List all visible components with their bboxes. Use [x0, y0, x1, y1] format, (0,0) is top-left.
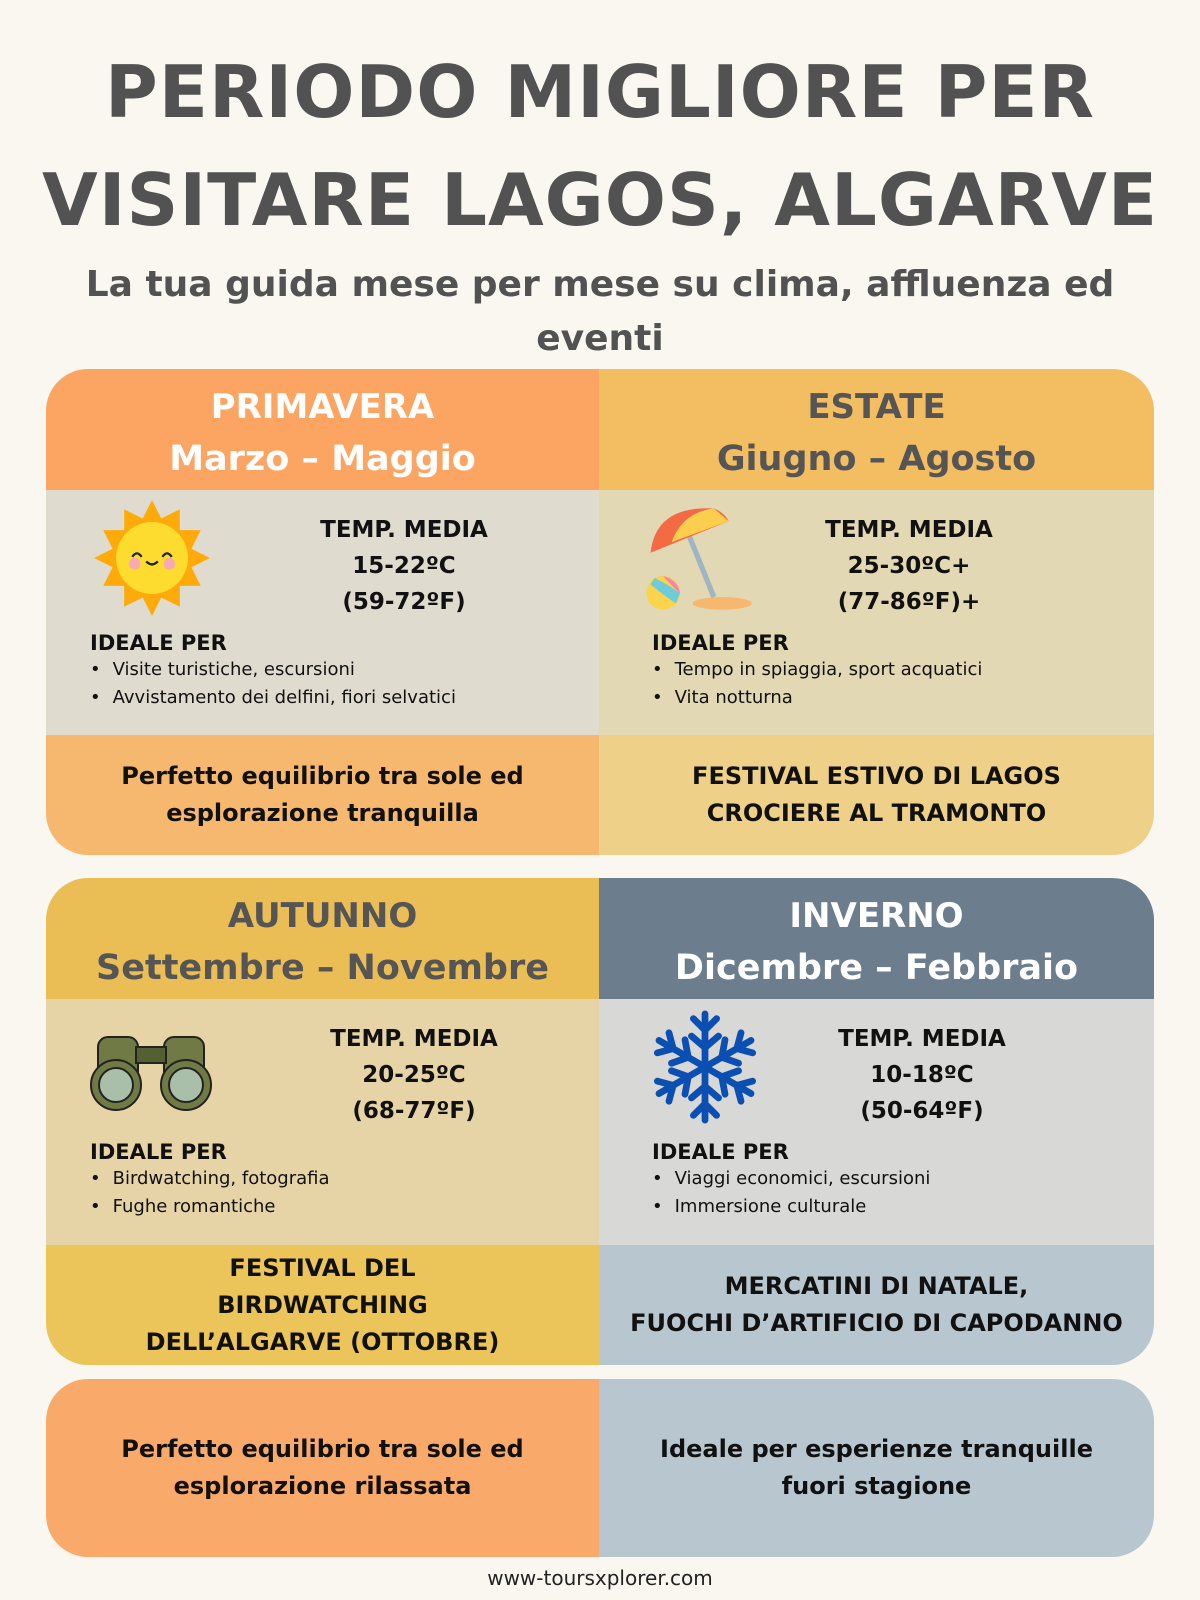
list-item: • Vita notturna	[652, 684, 982, 712]
autumn-events: FESTIVAL DEL BIRDWATCHING DELL’ALGARVE (OTTOBRE)	[46, 1245, 599, 1365]
ideal-for	[90, 630, 456, 712]
season-name: AUTUNNO	[227, 896, 418, 936]
page-title-line1: PERIODO MIGLIORE PER	[105, 50, 1095, 134]
season-months: Giugno – Agosto	[716, 439, 1037, 479]
list-item: • Viaggi economici, escursioni	[652, 1165, 930, 1193]
temp-fahrenheit: (50-64ºF)	[860, 1098, 984, 1124]
season-name: INVERNO	[789, 896, 964, 936]
binoculars-icon	[86, 1009, 216, 1125]
spring-summer-card	[46, 369, 1154, 855]
page-title-line2: VISITARE LAGOS, ALGARVE	[41, 158, 1159, 242]
winter-body	[599, 999, 1154, 1245]
page-subtitle: La tua guida mese per mese su clima, affluenza ed eventi	[85, 264, 1115, 359]
temp-label: TEMP. MEDIA	[825, 517, 993, 543]
ideal-for	[90, 1139, 330, 1221]
summary-right: Ideale per esperienze tranquille fuori stagione	[599, 1379, 1154, 1557]
ideal-label: IDEALE PER	[90, 631, 227, 655]
autumn-body	[46, 999, 599, 1245]
spring-body	[46, 490, 599, 735]
list-item: • Birdwatching, fotografia	[90, 1165, 330, 1193]
list-item: • Avvistamento dei delfini, fiori selvatici	[90, 684, 456, 712]
season-name: ESTATE	[807, 387, 946, 427]
temperature	[802, 1021, 1042, 1129]
list-item: • Visite turistiche, escursioni	[90, 656, 456, 684]
season-name: PRIMAVERA	[210, 387, 435, 427]
list-item: • Fughe romantiche	[90, 1193, 330, 1221]
temp-celsius: 20-25ºC	[362, 1062, 466, 1088]
temp-celsius: 15-22ºC	[352, 553, 456, 579]
ideal-label: IDEALE PER	[652, 631, 789, 655]
temp-fahrenheit: (68-77ºF)	[352, 1098, 476, 1124]
temp-celsius: 25-30ºC+	[847, 553, 971, 579]
summary-left: Perfetto equilibrio tra sole ed esplorazione rilassata	[46, 1379, 599, 1557]
season-months: Marzo – Maggio	[169, 439, 476, 479]
autumn-header	[46, 878, 599, 999]
list-item: • Immersione culturale	[652, 1193, 930, 1221]
autumn-winter-card	[46, 878, 1154, 1365]
temp-fahrenheit: (77-86ºF)+	[837, 589, 981, 615]
ideal-for	[652, 1139, 930, 1221]
ideal-for	[652, 630, 982, 712]
temp-label: TEMP. MEDIA	[838, 1026, 1006, 1052]
temp-label: TEMP. MEDIA	[330, 1026, 498, 1052]
winter-header	[599, 878, 1154, 999]
temp-label: TEMP. MEDIA	[320, 517, 488, 543]
spring-header	[46, 369, 599, 490]
temp-celsius: 10-18ºC	[870, 1062, 974, 1088]
ideal-label: IDEALE PER	[652, 1140, 789, 1164]
ideal-label: IDEALE PER	[90, 1140, 227, 1164]
snowflake-icon	[647, 1009, 763, 1125]
season-months: Settembre – Novembre	[96, 948, 549, 988]
temp-fahrenheit: (59-72ºF)	[342, 589, 466, 615]
list-item: • Tempo in spiaggia, sport acquatici	[652, 656, 982, 684]
footer-website: www-toursxplorer.com	[487, 1566, 713, 1590]
season-months: Dicembre – Febbraio	[674, 948, 1079, 988]
winter-events: MERCATINI DI NATALE, FUOCHI D’ARTIFICIO DI CAPODANNO	[599, 1245, 1154, 1365]
sun-icon	[94, 500, 210, 616]
spring-note: Perfetto equilibrio tra sole ed esplorazione tranquilla	[46, 735, 599, 855]
temperature	[294, 1021, 534, 1129]
summer-events: FESTIVAL ESTIVO DI LAGOS CROCIERE AL TRAMONTO	[599, 735, 1154, 855]
temperature	[284, 512, 524, 620]
summary-card	[46, 1379, 1154, 1557]
temperature	[789, 512, 1029, 620]
summer-body	[599, 490, 1154, 735]
summer-header	[599, 369, 1154, 490]
beach-umbrella-icon	[639, 500, 757, 616]
